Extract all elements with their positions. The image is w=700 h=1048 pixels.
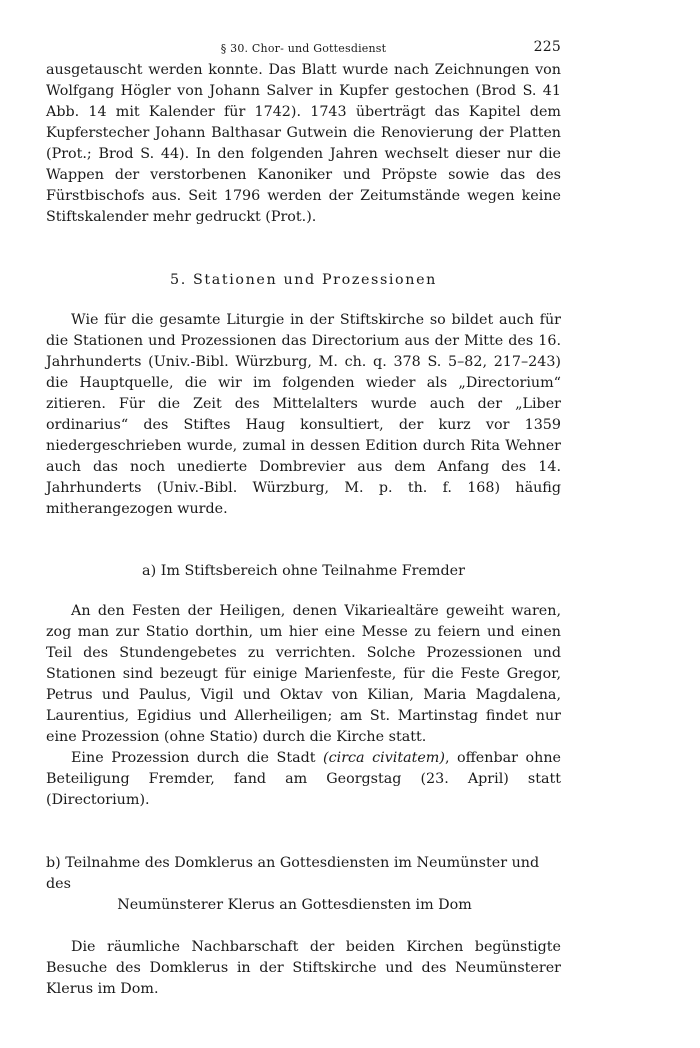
paragraph-2-latin-phrase: (circa civitatem) — [323, 750, 445, 766]
section-paragraph-stationen: Wie für die gesamte Liturgie in der Stiftskirche so bildet auch für die Stationen und Prozessionen das Directorium aus der Mitte des 16. Jahrhunderts (Univ.-Bibl. Würzburg, M. ch. q. 378 S. 5–82, 217–243) die Hauptquelle, die wir im folgenden wieder als „Directorium“ zitieren. Für die Zeit des Mittelalters wurde auch der „Liber ordinarius“ des Stiftes Haug konsultiert, der kurz vor 1359 niedergeschrieben wurde, zumal in dessen Edition durch Rita Wehner auch das noch unedierte Dombrevier aus dem Anfang des 14. Jahrhunderts (Univ.-Bibl. Würzburg, M. p. th. f. 168) häufig mitherangezogen wurde. — [46, 312, 561, 517]
subsection-heading-b-line-1: b) Teilnahme des Domklerus an Gottesdiensten im Neumünster und des — [46, 855, 540, 892]
running-head — [46, 38, 561, 60]
subsection-heading-b-line-2: Neumünsterer Klerus an Gottesdiensten im Dom — [117, 897, 472, 913]
running-title: § 30. Chor- und Gottesdienst — [220, 42, 387, 55]
intro-paragraph: ausgetauscht werden konnte. Das Blatt wurde nach Zeichnungen von Wolfgang Högler von Johann Salver in Kupfer gestochen (Brod S. 41 Abb. 14 mit Kalender für 1742). 1743 überträgt das Kapitel dem Kupferstecher Johann Balthasar Gutwein die Renovierung der Platten (Prot.; Brod S. 44). In den folgenden Jahren wechselt dieser nur die Wappen der verstorbenen Kanoniker und Pröpste sowie das des Fürstbischofs aus. Seit 1796 werden der Zeitumstände wegen keine Stiftskalender mehr gedruckt (Prot.). — [46, 62, 561, 225]
subsection-heading-b-line-2-wrapper — [46, 895, 561, 916]
subsection-heading-a: a) Im Stiftsbereich ohne Teilnahme Fremder — [142, 563, 465, 579]
paragraph-2-text-start: Eine Prozession durch die Stadt — [71, 750, 324, 766]
paragraph-2-text-end: , offenbar ohne Beteiligung Fremder, fand am Georgstag (23. April) statt (Directorium). — [46, 750, 562, 808]
book-page — [46, 38, 561, 1000]
subsection-a-paragraph-2 — [46, 748, 561, 811]
subsection-b-paragraph: Die räumliche Nachbarschaft der beiden Kirchen begünstigte Besuche des Domklerus in der Stiftskirche und des Neumünsterer Klerus im Dom. — [46, 939, 561, 997]
page-number: 225 — [533, 39, 561, 55]
subsection-a-paragraph-1: An den Festen der Heiligen, denen Vikariealtäre geweiht waren, zog man zur Statio dorthin, um hier eine Messe zu feiern und einen Teil des Stundengebetes zu verrichten. Solche Prozessionen und Stationen sind bezeugt für einige Marienfeste, für die Feste Gregor, Petrus und Paulus, Vigil und Oktav von Kilian, Maria Magdalena, Laurentius, Egidius und Allerheiligen; am St. Martinstag findet nur eine Prozession (ohne Statio) durch die Kirche statt. — [46, 603, 561, 745]
subsection-heading-b — [46, 853, 561, 916]
section-heading-stationen: 5. Stationen und Prozessionen — [170, 272, 437, 288]
